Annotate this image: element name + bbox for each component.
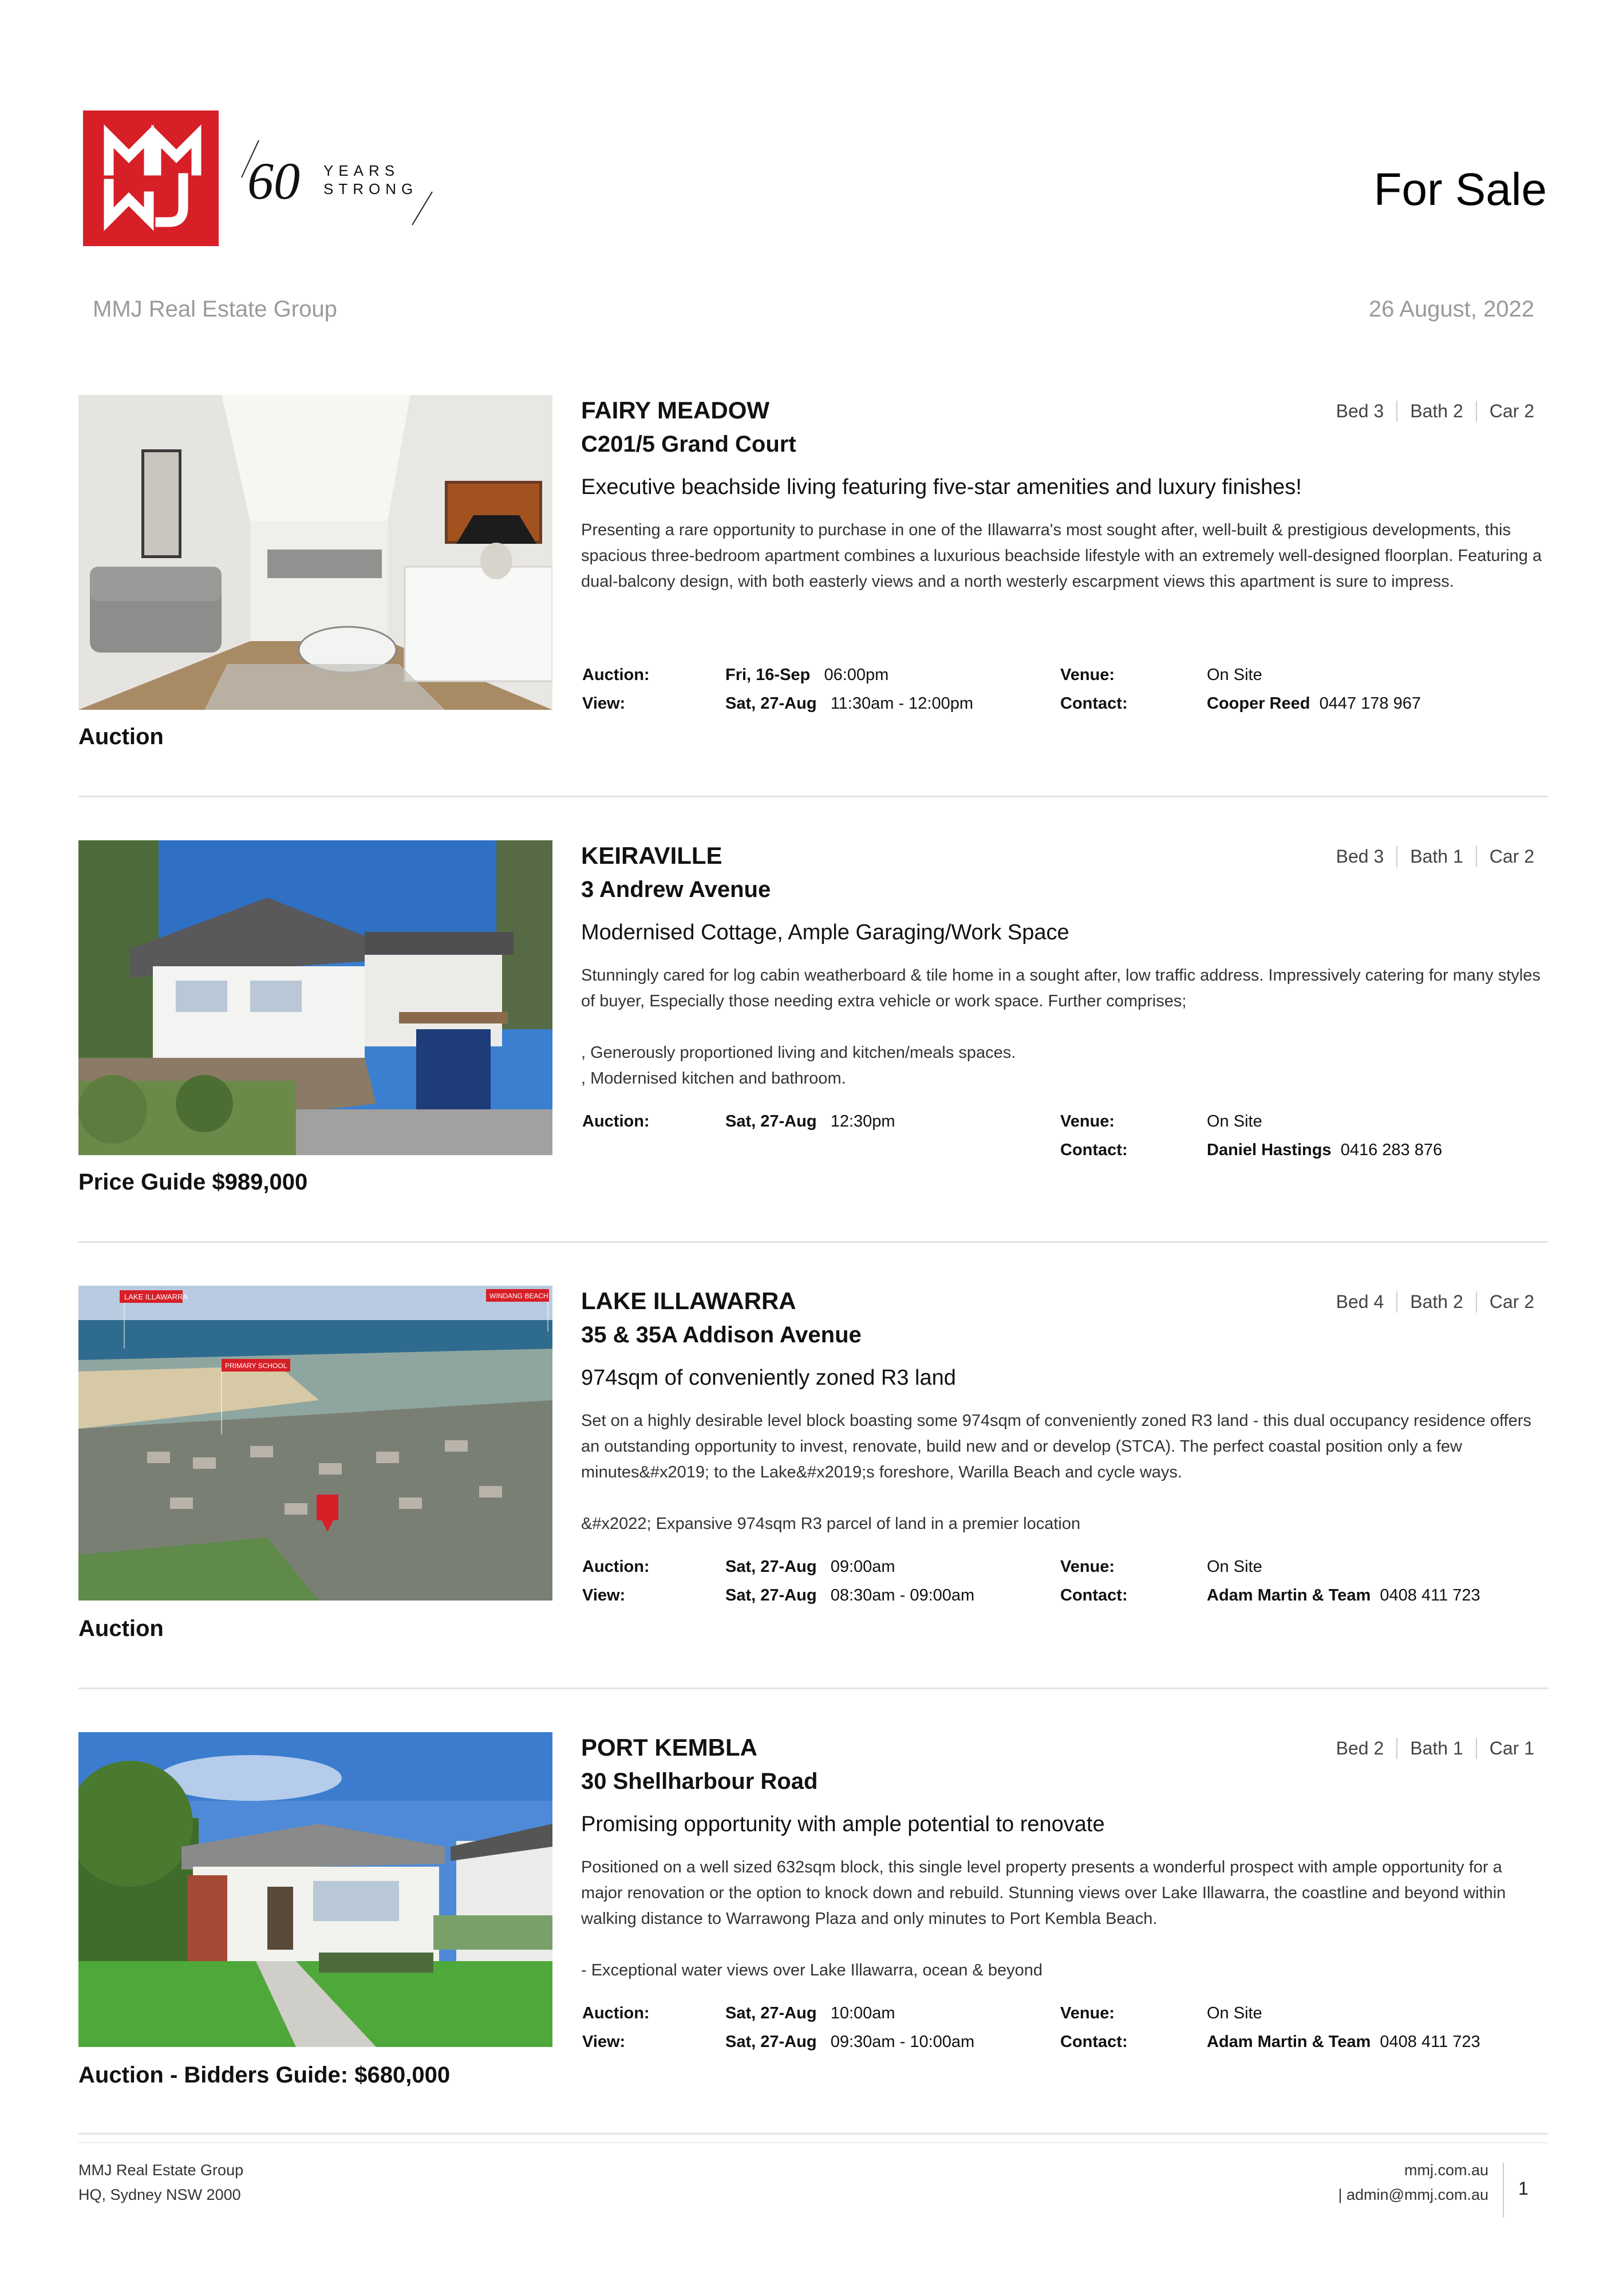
property-features xyxy=(1324,1291,1534,1313)
contact-info[interactable]: Adam Martin & Team 0408 411 723 xyxy=(1207,1586,1480,1605)
footer-contact xyxy=(1338,2158,1489,2207)
contact-label: Contact: xyxy=(1060,1586,1128,1605)
footer-location: HQ, Sydney NSW 2000 xyxy=(78,2186,241,2203)
view-label: View: xyxy=(582,694,626,713)
price-label: Price Guide $989,000 xyxy=(78,1169,308,1195)
listing-headline: 974sqm of conveniently zoned R3 land xyxy=(581,1366,956,1390)
listing-description: Positioned on a well sized 632sqm block, this single level property presents a wonderful prospect with ample opportunity for a major renovation or the option to knock down and rebuild. Stunning views over Lake Illawarra, the coastline and beyond within walking distance to Warrawong Plaza and only minutes to Port Kembla Beach. - Exceptional water views over Lake Illawarra, ocean & beyond xyxy=(581,1858,1506,1979)
property-features xyxy=(1324,401,1534,422)
price-label: Auction - Bidders Guide: $680,000 xyxy=(78,2062,451,2088)
bath-count: Bath 1 xyxy=(1396,846,1476,867)
cottage-photo-icon[interactable] xyxy=(78,840,552,1155)
car-count: Car 2 xyxy=(1476,1291,1534,1313)
car-count: Car 2 xyxy=(1476,846,1534,867)
footer-divider xyxy=(78,2133,1548,2135)
contact-info[interactable]: Adam Martin & Team 0408 411 723 xyxy=(1207,2033,1480,2051)
suburb-name[interactable]: PORT KEMBLA xyxy=(581,1734,757,1761)
property-features xyxy=(1324,1738,1534,1759)
view-datetime: Sat, 27-Aug 09:30am - 10:00am xyxy=(725,2033,975,2051)
contact-info[interactable]: Daniel Hastings 0416 283 876 xyxy=(1207,1141,1443,1159)
listing-description: Presenting a rare opportunity to purchase in one of the Illawarra's most sought after, well-built & prestigious developments, this spacious three-bedroom apartment combines a luxurious beachside lifestyle with an extremely well-designed floorplan. Featuring a dual-balcony design, with both easterly views and a north westerly escarpment views this apartment is sure to impress. xyxy=(581,521,1542,591)
living-room-photo-icon[interactable] xyxy=(78,395,552,710)
footer-company: MMJ Real Estate Group xyxy=(78,2161,244,2179)
auction-datetime: Sat, 27-Aug 10:00am xyxy=(725,2004,895,2022)
page-number: 1 xyxy=(1518,2178,1529,2199)
venue-label: Venue: xyxy=(1060,1558,1115,1576)
bed-count: Bed 3 xyxy=(1336,846,1384,867)
contact-label: Contact: xyxy=(1060,1141,1128,1159)
bath-count: Bath 2 xyxy=(1396,1291,1476,1313)
bed-count: Bed 2 xyxy=(1336,1738,1384,1758)
venue-value: On Site xyxy=(1207,1558,1262,1576)
page-title: For Sale xyxy=(1373,164,1547,215)
view-datetime: Sat, 27-Aug 11:30am - 12:00pm xyxy=(725,694,974,713)
mmj-logo-icon xyxy=(83,110,219,246)
company-name: MMJ Real Estate Group xyxy=(93,297,337,322)
bath-count: Bath 1 xyxy=(1396,1738,1476,1759)
svg-text:STRONG: STRONG xyxy=(323,180,418,197)
contact-label: Contact: xyxy=(1060,694,1128,713)
footer-email[interactable]: | admin@mmj.com.au xyxy=(1338,2186,1488,2203)
listing-divider xyxy=(78,1241,1548,1243)
svg-text:PRIMARY SCHOOL: PRIMARY SCHOOL xyxy=(225,1362,287,1370)
view-datetime: Sat, 27-Aug 08:30am - 09:00am xyxy=(725,1586,975,1605)
suburb-name[interactable]: LAKE ILLAWARRA xyxy=(581,1287,796,1314)
svg-text:LAKE ILLAWARRA: LAKE ILLAWARRA xyxy=(124,1293,188,1301)
car-count: Car 2 xyxy=(1476,401,1534,422)
mmj-logo xyxy=(83,110,219,246)
contact-label: Contact: xyxy=(1060,2033,1128,2051)
auction-label: Auction: xyxy=(582,1112,650,1131)
auction-label: Auction: xyxy=(582,2004,650,2022)
bed-count: Bed 3 xyxy=(1336,401,1384,421)
aerial-photo-icon[interactable] xyxy=(78,1286,552,1601)
listing-headline: Promising opportunity with ample potential to renovate xyxy=(581,1812,1105,1836)
street-address[interactable]: 3 Andrew Avenue xyxy=(581,877,771,902)
sixty-years-strong-badge xyxy=(229,135,441,226)
page-number-separator xyxy=(1503,2163,1504,2218)
street-address[interactable]: 30 Shellharbour Road xyxy=(581,1769,818,1794)
listing-headline: Modernised Cottage, Ample Garaging/Work Space xyxy=(581,920,1069,945)
listing-description: Set on a highly desirable level block boasting some 974sqm of conveniently zoned R3 land - this dual occupancy residence offers an outstanding opportunity to invest, renovate, build new and or develop (STCA). The perfect coastal position only a few minutes&#x2019; to the Lake&#x2019;s foreshore, Warilla Beach and cycle ways. &#x2022; Expansive 974sqm R3 parcel of land in a premier location xyxy=(581,1412,1531,1533)
footer-website[interactable]: mmj.com.au xyxy=(1404,2161,1488,2179)
footer-divider xyxy=(78,2142,1548,2143)
venue-label: Venue: xyxy=(1060,2004,1115,2022)
view-label: View: xyxy=(582,1586,626,1605)
view-label: View: xyxy=(582,2033,626,2051)
venue-label: Venue: xyxy=(1060,1112,1115,1131)
listing-divider xyxy=(78,796,1548,797)
svg-text:YEARS: YEARS xyxy=(323,162,400,179)
price-label: Auction xyxy=(78,1616,164,1641)
car-count: Car 1 xyxy=(1476,1738,1534,1759)
listing-description: Stunningly cared for log cabin weatherboard & tile home in a sought after, low traffic address. Impressively catering for many styles of buyer, Especially those needing extra vehicle or work space. Further comprises; , Generously proportioned living and kitchen/meals spaces. , Modernised kitchen and bathroom. xyxy=(581,966,1541,1088)
house-front-photo-icon[interactable] xyxy=(78,1732,552,2047)
venue-value: On Site xyxy=(1207,666,1262,684)
venue-label: Venue: xyxy=(1060,666,1115,684)
property-features xyxy=(1324,846,1534,867)
contact-info[interactable]: Cooper Reed 0447 178 967 xyxy=(1207,694,1421,713)
bed-count: Bed 4 xyxy=(1336,1291,1384,1312)
auction-datetime: Fri, 16-Sep 06:00pm xyxy=(725,666,889,684)
suburb-name[interactable]: FAIRY MEADOW xyxy=(581,397,770,424)
auction-label: Auction: xyxy=(582,1558,650,1576)
auction-label: Auction: xyxy=(582,666,650,684)
svg-text:60: 60 xyxy=(247,152,300,210)
auction-datetime: Sat, 27-Aug 09:00am xyxy=(725,1558,895,1576)
suburb-name[interactable]: KEIRAVILLE xyxy=(581,842,722,869)
venue-value: On Site xyxy=(1207,2004,1262,2022)
report-date: 26 August, 2022 xyxy=(1368,297,1534,322)
street-address[interactable]: C201/5 Grand Court xyxy=(581,432,796,457)
svg-text:WINDANG BEACH: WINDANG BEACH xyxy=(489,1292,548,1300)
footer-address xyxy=(78,2158,243,2207)
listing-headline: Executive beachside living featuring five-star amenities and luxury finishes! xyxy=(581,475,1302,499)
bath-count: Bath 2 xyxy=(1396,401,1476,422)
street-address[interactable]: 35 & 35A Addison Avenue xyxy=(581,1322,862,1347)
venue-value: On Site xyxy=(1207,1112,1262,1131)
price-label: Auction xyxy=(78,724,164,749)
listing-divider xyxy=(78,1688,1548,1689)
auction-datetime: Sat, 27-Aug 12:30pm xyxy=(725,1112,895,1131)
